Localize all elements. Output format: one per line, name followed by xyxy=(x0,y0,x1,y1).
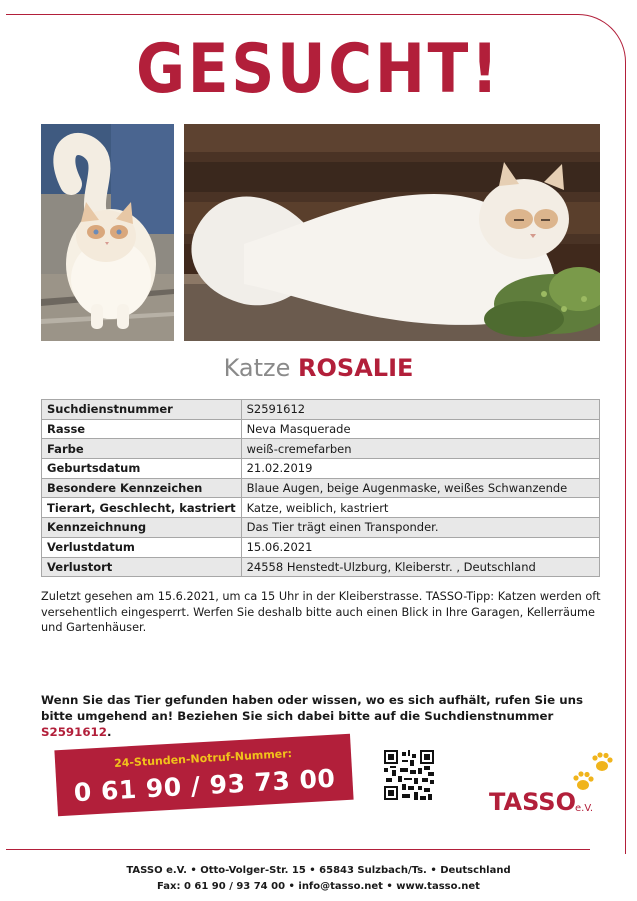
tasso-logo: TASSO xyxy=(489,788,576,816)
table-row xyxy=(42,498,600,518)
table-row xyxy=(42,400,600,420)
description-text: Zuletzt gesehen am 15.6.2021, um ca 15 Uhr in der Kleiberstrasse. TASSO-Tipp: Katzen werden oft versehentlich eingesperrt. Werfen Sie deshalb bitte auch einen Blick in Ihre Garagen, Kellerräume und Gartenhäuser. xyxy=(41,590,601,634)
qr-code[interactable] xyxy=(384,750,434,800)
row-value: 21.02.2019 xyxy=(241,459,599,479)
row-label: Besondere Kennzeichen xyxy=(42,478,242,498)
footer-address: TASSO e.V. • Otto-Volger-Str. 15 • 65843 Sulzbach/Ts. • Deutschland xyxy=(126,865,511,876)
call-to-action-text: Wenn Sie das Tier gefunden haben oder wissen, wo es sich aufhält, rufen Sie uns bitte umgehend an! Beziehen Sie sich dabei bitte auf die Suchdienstnummer xyxy=(41,693,584,723)
row-value: 24558 Henstedt-Ulzburg, Kleiberstr. , Deutschland xyxy=(241,557,599,577)
table-row xyxy=(42,439,600,459)
table-row xyxy=(42,518,600,538)
reference-number: S2591612 xyxy=(41,725,107,739)
pet-name-line xyxy=(0,354,637,382)
table-row xyxy=(42,537,600,557)
row-label: Geburtsdatum xyxy=(42,459,242,479)
details-table xyxy=(41,399,600,577)
pet-species: Katze xyxy=(223,354,291,382)
row-label: Tierart, Geschlecht, kastriert xyxy=(42,498,242,518)
hotline-label: 24-Stunden-Notruf-Nummer: xyxy=(113,747,293,770)
table-row xyxy=(42,478,600,498)
table-row xyxy=(42,419,600,439)
cat-photo-bench xyxy=(184,124,600,341)
footer-divider xyxy=(6,849,590,850)
row-label: Farbe xyxy=(42,439,242,459)
row-value: Neva Masquerade xyxy=(241,419,599,439)
row-value: weiß-cremefarben xyxy=(241,439,599,459)
row-value: 15.06.2021 xyxy=(241,537,599,557)
row-label: Suchdienstnummer xyxy=(42,400,242,420)
headline: GESUCHT! xyxy=(136,30,501,109)
tasso-logo-suffix: e.V. xyxy=(575,803,594,814)
table-row xyxy=(42,557,600,577)
row-label: Verlustdatum xyxy=(42,537,242,557)
row-value: Das Tier trägt einen Transponder. xyxy=(241,518,599,538)
pet-name: ROSALIE xyxy=(298,354,414,382)
call-to-action-end: . xyxy=(106,725,112,739)
row-value: S2591612 xyxy=(241,400,599,420)
row-label: Rasse xyxy=(42,419,242,439)
footer-contact: Fax: 0 61 90 / 93 74 00 • info@tasso.net • www.tasso.net xyxy=(157,881,480,892)
row-value: Katze, weiblich, kastriert xyxy=(241,498,599,518)
row-value: Blaue Augen, beige Augenmaske, weißes Schwanzende xyxy=(241,478,599,498)
call-to-action xyxy=(41,692,601,740)
cat-photo-sitting xyxy=(41,124,174,341)
hotline-number[interactable]: 0 61 90 / 93 73 00 xyxy=(73,763,337,808)
row-label: Kennzeichnung xyxy=(42,518,242,538)
row-label: Verlustort xyxy=(42,557,242,577)
paw-print-icon xyxy=(572,752,618,796)
table-row xyxy=(42,459,600,479)
